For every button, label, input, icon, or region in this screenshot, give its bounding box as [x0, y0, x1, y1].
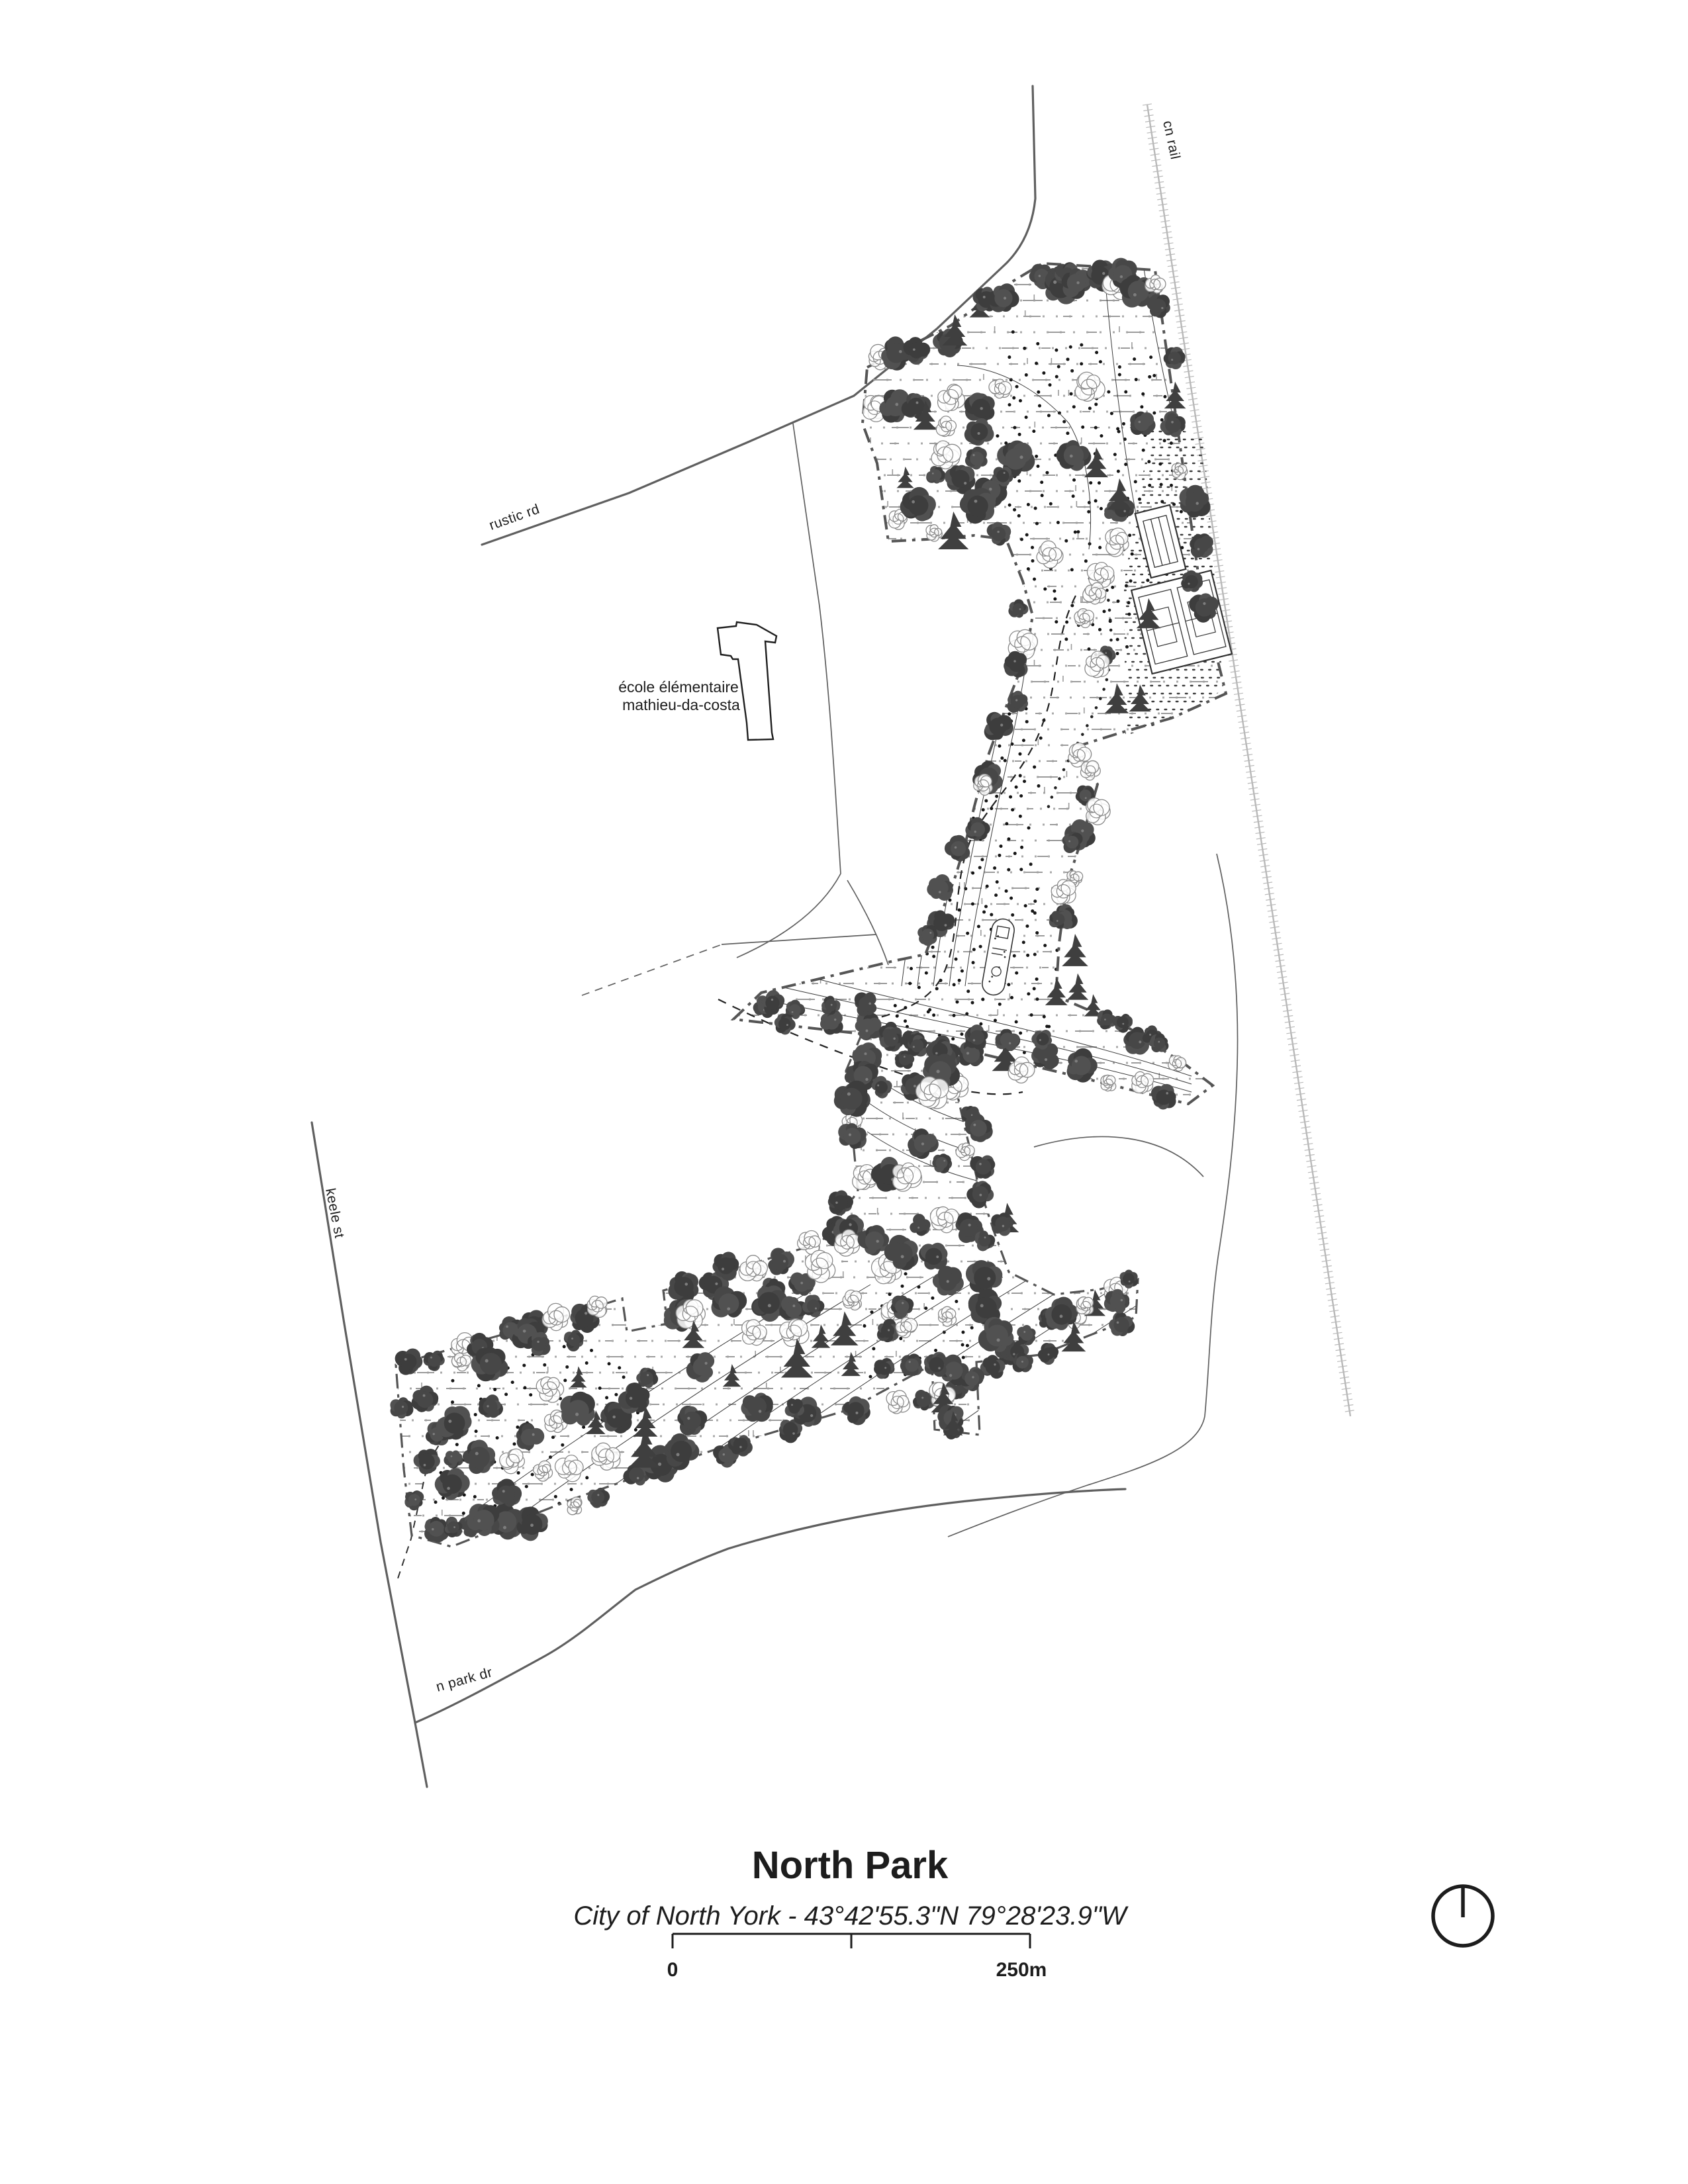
park-ground-layer	[396, 263, 1248, 1580]
school-label-line2: mathieu-da-costa	[622, 696, 740, 713]
rustic-rd-label: rustic rd	[487, 501, 542, 533]
n-park-dr-label: n park dr	[434, 1664, 494, 1695]
school-label-line1: école élémentaire	[618, 678, 739, 696]
scale-bar	[673, 1934, 1030, 1948]
keele-st-label: keele st	[322, 1187, 348, 1240]
title-block	[573, 1844, 1493, 1981]
trees-layer	[390, 258, 1219, 1543]
rail-label: cn rail	[1160, 119, 1183, 161]
north-arrow-icon	[1433, 1886, 1493, 1946]
page-title: North Park	[751, 1844, 949, 1887]
scale-start-label: 0	[667, 1959, 679, 1981]
scale-end-label: 250m	[996, 1959, 1047, 1981]
page-subtitle: City of North York - 43°42'55.3"N 79°28'23.9"W	[573, 1901, 1127, 1931]
railway-line	[1143, 104, 1354, 1416]
